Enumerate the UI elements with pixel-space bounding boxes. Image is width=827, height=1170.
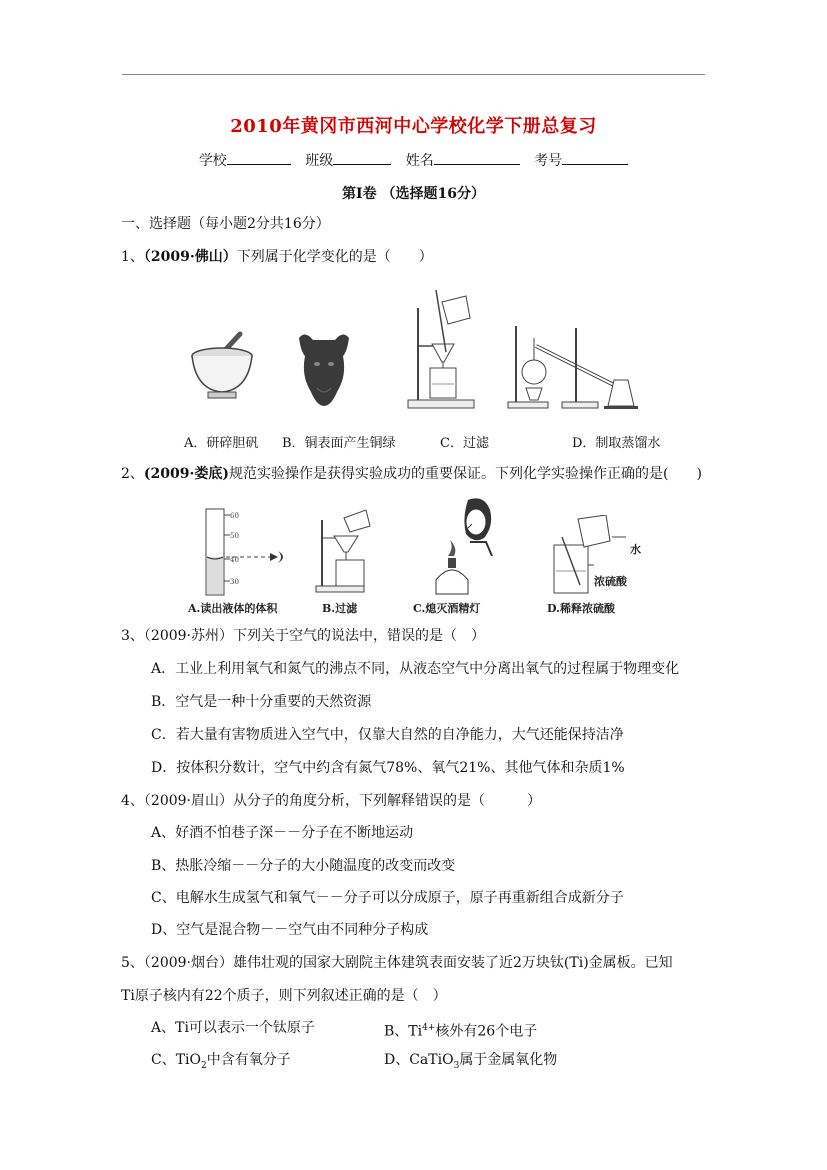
tick-50: 50 — [230, 532, 239, 540]
label-water: 水 — [630, 543, 641, 556]
tick-60: 60 — [230, 512, 239, 520]
name-label: 姓名 — [405, 153, 434, 169]
option-text: D、CaTiO — [384, 1052, 454, 1068]
question-number: 5、 — [121, 955, 144, 971]
question-stem: 雄伟壮观的国家大剧院主体建筑表面安装了近2万块钛(Ti)金属板。已知 — [233, 955, 673, 971]
option-1A: A．研碎胆矾 — [184, 436, 259, 451]
question-source: （2009·烟台） — [143, 955, 234, 971]
option-1C: C．过滤 — [440, 436, 489, 451]
option-5C — [151, 1051, 291, 1075]
question-3 — [121, 627, 485, 645]
option-5D — [384, 1051, 557, 1075]
question-source: （2009·苏州） — [143, 628, 234, 644]
copper-statue-image — [295, 330, 353, 408]
question-4 — [121, 792, 541, 810]
section-title: 第Ⅰ卷 （选择题16分） — [342, 186, 485, 202]
option-text-after: 核外有26个电子 — [435, 1023, 538, 1040]
option-2A: A.读出液体的体积 — [188, 602, 278, 615]
question-source: （2009·眉山） — [143, 793, 234, 809]
subscript: 2 — [201, 1060, 207, 1071]
question-number: 4、 — [121, 793, 144, 809]
option-1D: D．制取蒸馏水 — [572, 436, 661, 451]
option-3B: B．空气是一种十分重要的天然资源 — [151, 694, 372, 710]
label-conc-acid: 浓硫酸 — [594, 575, 627, 588]
subscript: 3 — [453, 1060, 460, 1071]
extinguish-lamp-image — [428, 494, 500, 598]
question-number: 3、 — [121, 628, 144, 644]
school-field[interactable] — [227, 150, 291, 165]
superscript: 4+ — [422, 1023, 436, 1033]
option-3A: A．工业上利用氧气和氮气的沸点不同，从液态空气中分离出氧气的过程属于物理变化 — [151, 661, 680, 677]
question-stem: 下列关于空气的说法中，错误的是（ ） — [233, 628, 486, 644]
question-number: 2、 — [121, 466, 144, 482]
option-4A: A、好酒不怕巷子深－－分子在不断地运动 — [151, 825, 414, 841]
mortar-pestle-image — [188, 330, 258, 408]
tick-40: 40 — [230, 556, 239, 564]
option-2B: B.过滤 — [322, 602, 358, 615]
option-3C: C．若大量有害物质进入空气中，仅靠大自然的自净能力，大气还能保持洁净 — [151, 727, 624, 743]
question-stem: 从分子的角度分析，下列解释错误的是（ ） — [233, 793, 542, 809]
tick-30: 30 — [230, 578, 239, 586]
option-3D: D．按体积分数计，空气中约含有氮气78%、氧气21%、其他气体和杂质1% — [151, 760, 625, 776]
question-1 — [121, 248, 433, 266]
option-text: B、Ti — [384, 1023, 423, 1040]
filtration-apparatus-image — [406, 288, 478, 410]
option-2C: C.熄灭酒精灯 — [413, 602, 481, 615]
measuring-cylinder-image — [186, 505, 292, 597]
class-field[interactable] — [333, 150, 391, 165]
name-field[interactable] — [434, 150, 520, 165]
distillation-apparatus-image — [506, 322, 644, 410]
option-text-after: 中含有氧分子 — [206, 1052, 291, 1068]
exam-no-label: 考号 — [534, 153, 563, 169]
question-stem: 规范实验操作是获得实验成功的重要保证。下列化学实验操作正确的是( ) — [229, 466, 702, 482]
student-info-line — [0, 150, 827, 170]
option-4C: C、电解水生成氢气和氧气－－分子可以分成原子，原子再重新组合成新分子 — [151, 890, 624, 906]
option-1B: B．铜表面产生铜绿 — [282, 436, 396, 451]
question-2 — [121, 465, 702, 483]
question-source: （2009·佛山） — [143, 249, 237, 265]
top-rule — [122, 74, 705, 75]
question-stem: 下列属于化学变化的是（ ） — [236, 249, 433, 265]
option-text: C、TiO — [151, 1052, 202, 1068]
question-5 — [121, 954, 673, 972]
question-5-line-2: Ti原子核内有22个质子，则下列叙述正确的是（ ） — [121, 988, 447, 1004]
option-4B: B、热胀冷缩－－分子的大小随温度的改变而改变 — [151, 858, 456, 874]
option-5B — [384, 1019, 537, 1041]
question-number: 1、 — [121, 249, 144, 265]
option-4D: D、空气是混合物－－空气由不同种分子构成 — [151, 922, 429, 938]
part-title: 一、选择题（每小题2分共16分） — [121, 216, 330, 232]
school-label: 学校 — [198, 153, 227, 169]
page-title: 2010年黄冈市西河中心学校化学下册总复习 — [230, 116, 597, 137]
option-2D: D.稀释浓硫酸 — [547, 602, 615, 615]
option-5A — [151, 1019, 315, 1037]
filtration-image — [314, 506, 374, 594]
question-source: (2009·娄底) — [143, 466, 230, 482]
option-text-after: 属于金属氧化物 — [459, 1052, 558, 1068]
class-label: 班级 — [305, 153, 334, 169]
option-text: A、Ti可以表示一个钛原子 — [151, 1020, 315, 1036]
exam-no-field[interactable] — [562, 150, 628, 165]
